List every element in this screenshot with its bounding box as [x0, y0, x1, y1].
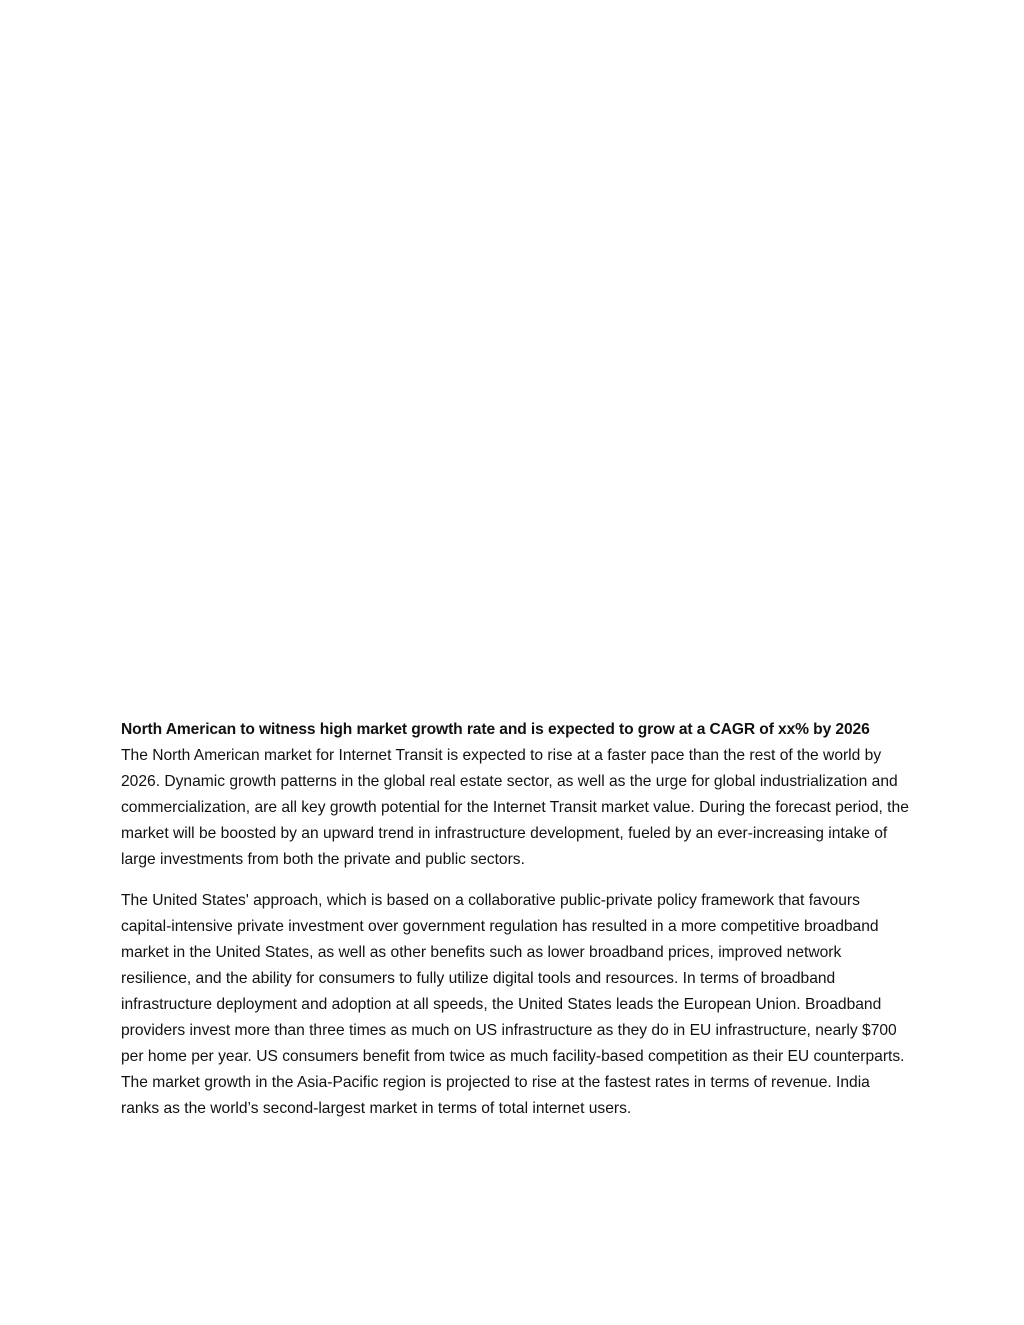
document-body [121, 717, 911, 1122]
paragraph-north-america: The North American market for Internet Transit is expected to rise at a faster pace than the rest of the world by 2026. Dynamic growth patterns in the global real estate sector, as well as the urge for global industrialization and commercialization, are all key growth potential for the Internet Transit market value. During the forecast period, the market will be boosted by an upward trend in infrastructure development, fueled by an ever-increasing intake of large investments from both the private and public sectors. [121, 746, 909, 868]
paragraph-united-states: The United States' approach, which is based on a collaborative public-private policy framework that favours capital-intensive private investment over government regulation has resulted in a more competitive broadband market in the United States, as well as other benefits such as lower broadband prices, improved network resilience, and the ability for consumers to fully utilize digital tools and resources. In terms of broadband infrastructure deployment and adoption at all speeds, the United States leads the European Union. Broadband providers invest more than three times as much on US infrastructure as they do in EU infrastructure, nearly $700 per home per year. US consumers benefit from twice as much facility-based competition as their EU counterparts. The market growth in the Asia-Pacific region is projected to rise at the fastest rates in terms of revenue. India ranks as the world’s second-largest market in terms of total internet users. [121, 892, 905, 1117]
section-heading: North American to witness high market growth rate and is expected to grow at a CAGR of xx% by 2026 [121, 721, 870, 738]
